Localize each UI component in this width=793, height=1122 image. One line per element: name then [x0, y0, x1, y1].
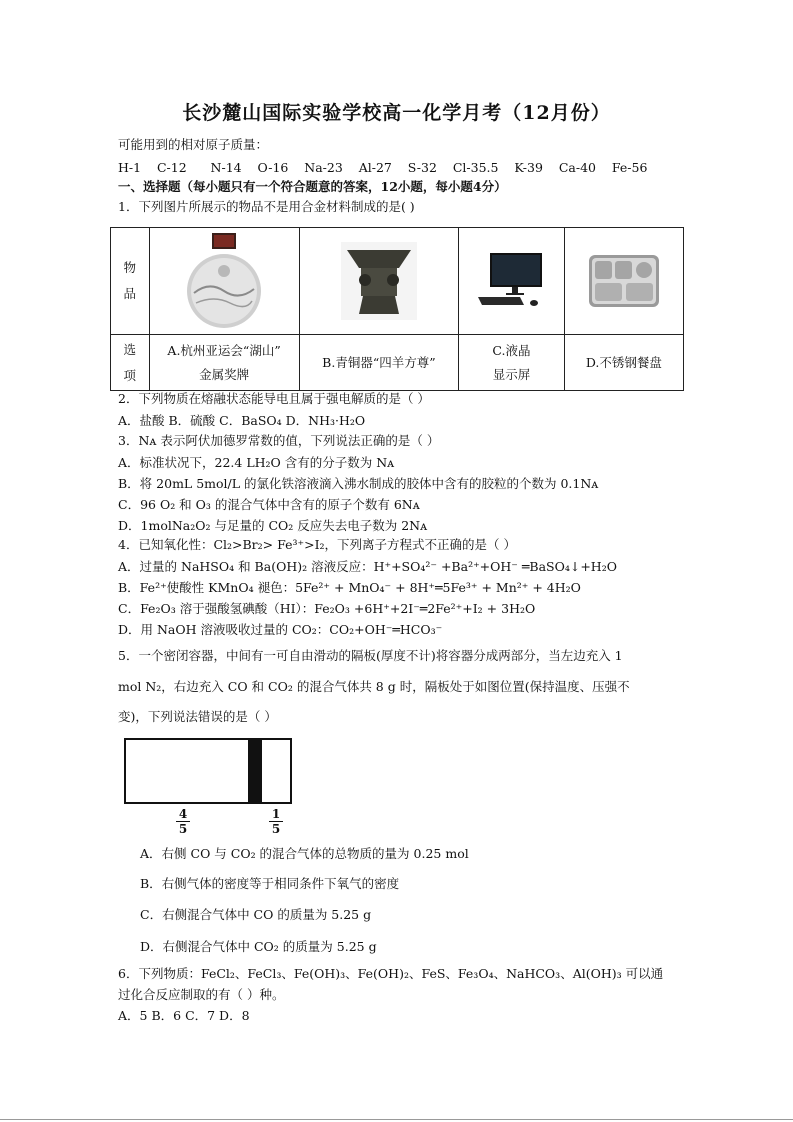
option-b-cell: B.青铜器“四羊方尊”	[299, 335, 459, 391]
atomic-mass: O-16	[257, 160, 289, 175]
q4-stem: 4．已知氧化性：Cl₂>Br₂> Fe³⁺>I₂，下列离子方程式不正确的是（ ）	[118, 537, 517, 552]
monitor-image	[476, 251, 546, 311]
tray-image-cell	[564, 228, 683, 335]
q1-stem: 1．下列图片所展示的物品不是用合金材料制成的是( )	[118, 199, 415, 214]
steel-tray-image	[588, 254, 660, 308]
medal-image-cell	[149, 228, 299, 335]
container-diagram	[124, 738, 292, 804]
atomic-mass: H-1	[118, 160, 142, 175]
q2-stem: 2．下列物质在熔融状态能导电且属于强电解质的是（ ）	[118, 391, 430, 406]
atomic-mass: S-32	[407, 160, 437, 175]
monitor-image-cell	[459, 228, 564, 335]
q3-stem: 3．Nᴀ 表示阿伏加德罗常数的值，下列说法正确的是（ ）	[118, 433, 440, 448]
fraction-left: 4 5	[176, 808, 190, 835]
section-heading: 一、选择题（每小题只有一个符合题意的答案，12小题，每小题4分）	[118, 179, 507, 194]
fraction-right: 1 5	[269, 808, 283, 835]
row-label-items: 物 品	[111, 228, 150, 335]
option-c-cell: C.液晶 显示屏	[459, 335, 564, 391]
q5-stem-line3: 变)，下列说法错误的是（ ）	[118, 709, 277, 724]
q2-options: A．盐酸 B．硫酸 C．BaSO₄ D．NH₃·H₂O	[118, 413, 366, 428]
bronze-vessel-cell	[299, 228, 459, 335]
option-d-cell: D.不锈钢餐盘	[564, 335, 683, 391]
atomic-mass: Ca-40	[558, 160, 596, 175]
atomic-mass: N-14	[210, 160, 242, 175]
q6-stem-line2: 过化合反应制取的有（ ）种。	[118, 987, 285, 1002]
q3-option-b: B．将 20mL 5mol/L 的氯化铁溶液滴入沸水制成的胶体中含有的胶粒的个数为 0.1Nᴀ	[118, 476, 599, 491]
sliding-partition	[248, 740, 262, 802]
q3-option-d: D．1molNa₂O₂ 与足量的 CO₂ 反应失去电子数为 2Nᴀ	[118, 518, 428, 533]
q5-option-d: D．右侧混合气体中 CO₂ 的质量为 5.25 g	[140, 939, 377, 954]
q5-stem-line1: 5．一个密闭容器，中间有一可自由滑动的隔板(厚度不计)将容器分成两部分，当左边充入 1	[118, 648, 623, 663]
q6-options: A．5 B．6 C．7 D．8	[118, 1008, 250, 1023]
atomic-mass: Fe-56	[611, 160, 648, 175]
atomic-mass: Na-23	[304, 160, 343, 175]
q4-option-c: C．Fe₂O₃ 溶于强酸氢碘酸（HI）：Fe₂O₃ +6H⁺+2I⁻═2Fe²⁺+I₂ + 3H₂O	[118, 601, 536, 616]
atomic-mass: Cl-35.5	[452, 160, 499, 175]
q4-option-d: D．用 NaOH 溶液吸收过量的 CO₂：CO₂+OH⁻═HCO₃⁻	[118, 622, 443, 637]
atomic-mass: K-39	[514, 160, 543, 175]
q5-stem-line2: mol N₂，右边充入 CO 和 CO₂ 的混合气体共 8 g 时，隔板处于如图位置(保持温度、压强不	[118, 679, 630, 694]
atomic-mass-list	[118, 160, 647, 176]
q4-option-b: B．Fe²⁺使酸性 KMnO₄ 褪色：5Fe²⁺ + MnO₄⁻ + 8H⁺═5Fe³⁺ + Mn²⁺ + 4H₂O	[118, 580, 581, 595]
q1-table	[110, 227, 684, 391]
q4-option-a: A．过量的 NaHSO₄ 和 Ba(OH)₂ 溶液反应：H⁺+SO₄²⁻ +Ba²⁺+OH⁻ ═BaSO₄↓+H₂O	[118, 559, 617, 574]
q5-option-b: B．右侧气体的密度等于相同条件下氧气的密度	[140, 876, 400, 891]
row-label-options: 选 项	[111, 335, 150, 391]
page-title: 长沙麓山国际实验学校高一化学月考（12月份）	[182, 102, 611, 124]
page-bottom-divider	[0, 1119, 793, 1120]
medal-image	[184, 231, 264, 331]
q5-option-c: C．右侧混合气体中 CO 的质量为 5.25 g	[140, 907, 372, 922]
option-a-cell: A.杭州亚运会“湖山” 金属奖牌	[149, 335, 299, 391]
atomic-mass: Al-27	[358, 160, 392, 175]
q6-stem-line1: 6．下列物质：FeCl₂、FeCl₃、Fe(OH)₃、Fe(OH)₂、FeS、Fe₃O₄、NaHCO₃、Al(OH)₃ 可以通	[118, 966, 664, 981]
atomic-mass-intro: 可能用到的相对原子质量：	[118, 137, 269, 152]
atomic-mass: C-12	[156, 160, 187, 175]
q3-option-a: A．标准状况下，22.4 LH₂O 含有的分子数为 Nᴀ	[118, 455, 395, 470]
q3-option-c: C．96 O₂ 和 O₃ 的混合气体中含有的原子个数有 6Nᴀ	[118, 497, 420, 512]
bronze-vessel-image	[341, 242, 417, 320]
q5-option-a: A．右侧 CO 与 CO₂ 的混合气体的总物质的量为 0.25 mol	[140, 846, 469, 861]
